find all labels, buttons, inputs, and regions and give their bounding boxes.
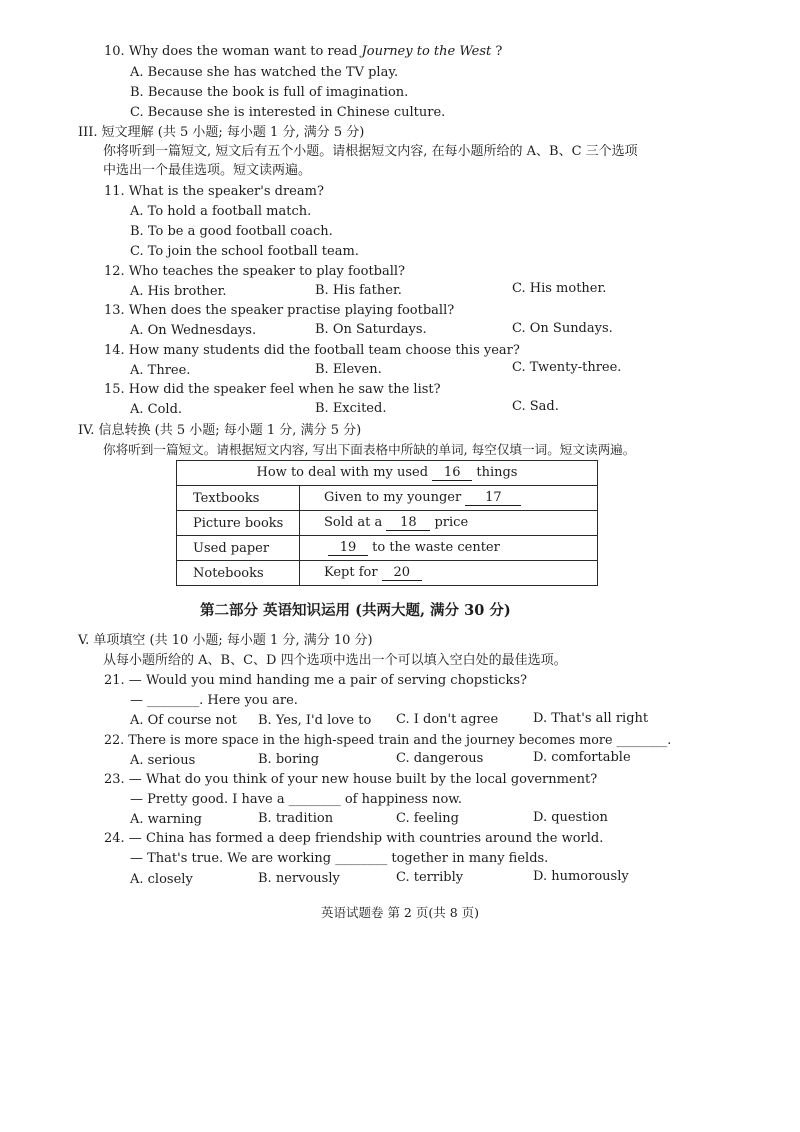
blank-16: 16 [432, 465, 472, 481]
table-row [177, 511, 598, 536]
section-4-instruction: 你将听到一篇短文。请根据短文内容, 写出下面表格中所缺的单词, 每空仅填一词。短文读两遍。 [103, 442, 636, 457]
question-24-reply: — That's true. We are working ________ together in many fields. [130, 851, 549, 866]
option-15b: B. Excited. [315, 401, 387, 416]
question-21-reply: — ________. Here you are. [130, 693, 298, 708]
option-21b: B. Yes, I'd love to [258, 713, 372, 728]
question-11: 11. What is the speaker's dream? [104, 184, 324, 199]
part-2-heading: 第二部分 英语知识运用 (共两大题, 满分 30 分) [200, 602, 511, 619]
info-table [176, 460, 598, 586]
option-10c: C. Because she is interested in Chinese culture. [130, 105, 446, 120]
question-21: 21. — Would you mind handing me a pair of serving chopsticks? [104, 673, 527, 688]
blank-19: 19 [328, 540, 368, 556]
question-text: Why does the woman want to read [128, 44, 358, 59]
table-cell-detail: Sold at a 18 price [300, 511, 598, 536]
option-12b: B. His father. [315, 283, 402, 298]
option-22c: C. dangerous [396, 751, 484, 766]
option-10b: B. Because the book is full of imagination. [130, 85, 409, 100]
table-header-row [177, 461, 598, 486]
option-24a: A. closely [130, 872, 193, 887]
option-15c: C. Sad. [512, 399, 559, 414]
table-row [177, 536, 598, 561]
question-24: 24. — China has formed a deep friendship with countries around the world. [104, 831, 604, 846]
option-23c: C. feeling [396, 811, 459, 826]
table-cell-detail: Given to my younger 17 [300, 486, 598, 511]
option-23d: D. question [533, 810, 608, 825]
question-12: 12. Who teaches the speaker to play football? [104, 264, 406, 279]
option-22d: D. comfortable [533, 750, 631, 765]
section-3-instruction: 中选出一个最佳选项。短文读两遍。 [103, 163, 312, 178]
section-5-instruction: 从每小题所给的 A、B、C、D 四个选项中选出一个可以填入空白处的最佳选项。 [103, 653, 567, 668]
table-cell-detail: 19 to the waste center [300, 536, 598, 561]
option-13c: C. On Sundays. [512, 321, 613, 336]
blank-18: 18 [386, 515, 430, 531]
option-11a: A. To hold a football match. [130, 204, 312, 219]
table-cell-item: Textbooks [177, 486, 300, 511]
table-row [177, 561, 598, 586]
question-23: 23. — What do you think of your new house built by the local government? [104, 772, 598, 787]
option-24b: B. nervously [258, 871, 340, 886]
option-21c: C. I don't agree [396, 712, 499, 727]
option-12a: A. His brother. [130, 284, 227, 299]
section-4-heading: IV. 信息转换 (共 5 小题; 每小题 1 分, 满分 5 分) [78, 423, 362, 438]
question-23-reply: — Pretty good. I have a ________ of happiness now. [130, 792, 463, 807]
option-13b: B. On Saturdays. [315, 322, 427, 337]
blank-20: 20 [382, 565, 422, 581]
option-14a: A. Three. [130, 363, 191, 378]
question-15: 15. How did the speaker feel when he saw the list? [104, 382, 441, 397]
option-10a: A. Because she has watched the TV play. [130, 65, 399, 80]
question-mark: ? [495, 44, 503, 59]
option-23a: A. warning [130, 812, 202, 827]
option-14b: B. Eleven. [315, 362, 382, 377]
section-3-instruction: 你将听到一篇短文, 短文后有五个小题。请根据短文内容, 在每小题所给的 A、B、C 三个选项 [103, 144, 638, 159]
option-11b: B. To be a good football coach. [130, 224, 333, 239]
table-cell-detail: Kept for 20 [300, 561, 598, 586]
section-3-heading: III. 短文理解 (共 5 小题; 每小题 1 分, 满分 5 分) [78, 125, 365, 140]
table-cell-item: Notebooks [177, 561, 300, 586]
option-12c: C. His mother. [512, 281, 607, 296]
table-row [177, 486, 598, 511]
question-14: 14. How many students did the football team choose this year? [104, 343, 520, 358]
option-23b: B. tradition [258, 811, 334, 826]
table-cell-item: Used paper [177, 536, 300, 561]
table-cell-item: Picture books [177, 511, 300, 536]
option-22b: B. boring [258, 752, 320, 767]
question-13: 13. When does the speaker practise playing football? [104, 303, 455, 318]
option-24c: C. terribly [396, 870, 464, 885]
question-10 [104, 43, 502, 61]
option-11c: C. To join the school football team. [130, 244, 359, 259]
option-24d: D. humorously [533, 869, 629, 884]
option-14c: C. Twenty-three. [512, 360, 622, 375]
option-22a: A. serious [130, 753, 196, 768]
option-13a: A. On Wednesdays. [130, 323, 257, 338]
blank-17: 17 [465, 490, 521, 506]
option-15a: A. Cold. [130, 402, 183, 417]
book-title: Journey to the West [361, 44, 492, 59]
option-21d: D. That's all right [533, 711, 649, 726]
question-number: 10. [104, 44, 125, 59]
section-5-heading: V. 单项填空 (共 10 小题; 每小题 1 分, 满分 10 分) [78, 633, 373, 648]
question-22: 22. There is more space in the high-speed train and the journey becomes more ________. [104, 732, 672, 747]
page-footer: 英语试题卷 第 2 页(共 8 页) [320, 905, 480, 920]
table-header: How to deal with my used 16 things [177, 461, 598, 486]
option-21a: A. Of course not [130, 713, 237, 728]
